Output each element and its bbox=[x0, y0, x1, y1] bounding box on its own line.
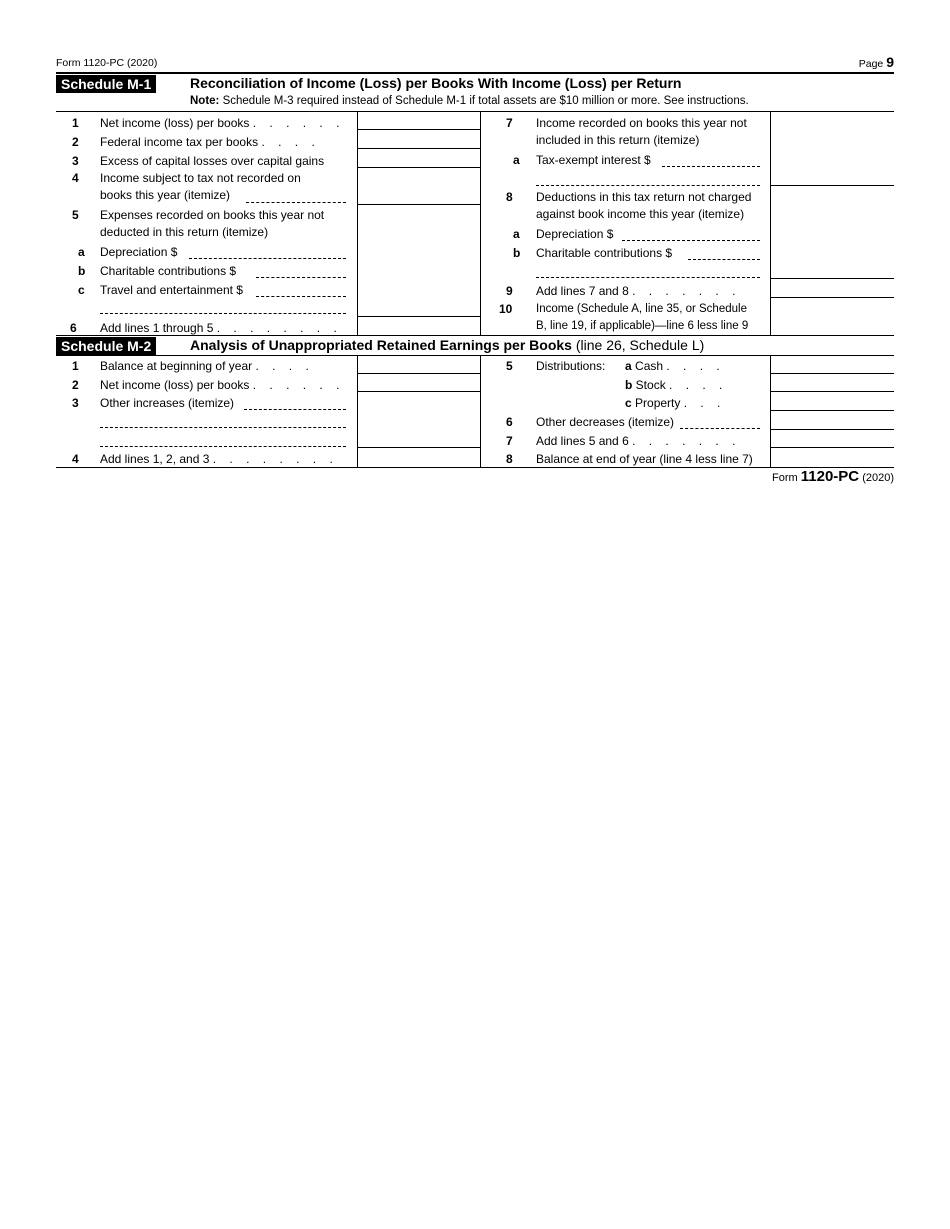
m2-line-6-label: Other decreases (itemize) bbox=[536, 415, 675, 429]
m1-line-8-extra-field[interactable] bbox=[536, 277, 760, 278]
schedule-m1-note: Note: Schedule M-3 required instead of Schedule M-1 if total assets are $10 million or more. See instructions. bbox=[190, 95, 749, 107]
page-number: Page 9 bbox=[858, 54, 894, 70]
m2-line-5c-label: c Property . . . bbox=[625, 396, 726, 410]
line-number: 3 bbox=[72, 154, 79, 168]
m1-line-10-label-1: Income (Schedule A, line 35, or Schedule bbox=[536, 303, 747, 315]
m1-line-5c-extra-field[interactable] bbox=[100, 313, 346, 314]
line-number: 6 bbox=[506, 415, 513, 429]
schedule-m2-tag: Schedule M-2 bbox=[56, 337, 156, 355]
schedule-m2-title: Analysis of Unappropriated Retained Earnings per Books (line 26, Schedule L) bbox=[190, 337, 705, 353]
m1-line-5a-label: Depreciation $ bbox=[100, 245, 178, 259]
m2-line-3-extra-field-2[interactable] bbox=[100, 446, 346, 447]
leader-dots: . . . . bbox=[666, 359, 725, 373]
line-number: 7 bbox=[506, 116, 513, 130]
m1-line-8-amount[interactable] bbox=[771, 186, 894, 278]
leader-dots: . . . . bbox=[669, 378, 728, 392]
m2-line-5b-label: b Stock . . . . bbox=[625, 378, 728, 392]
schedule-m1-header bbox=[56, 72, 894, 112]
m1-line-8a-field[interactable] bbox=[622, 240, 760, 241]
m2-line-5b-amount[interactable] bbox=[771, 374, 894, 391]
leader-dots: . . . . . . . . bbox=[216, 321, 342, 335]
m1-line-7-extra-field[interactable] bbox=[536, 185, 760, 186]
line-number: a bbox=[513, 153, 520, 167]
m1-line-2-amount[interactable] bbox=[357, 130, 481, 148]
m1-line-10-label-2: B, line 19, if applicable)—line 6 less line 9 bbox=[536, 320, 749, 332]
leader-dots: . . . bbox=[683, 396, 726, 410]
schedule-m1-title: Reconciliation of Income (Loss) per Books With Income (Loss) per Return bbox=[190, 75, 682, 91]
m2-line-5-label: Distributions: bbox=[536, 359, 606, 373]
m1-line-5-amount[interactable] bbox=[357, 205, 481, 316]
m2-line-2-label: Net income (loss) per books . . . . . . bbox=[100, 378, 345, 392]
leader-dots: . . . . . . . . bbox=[212, 452, 338, 466]
schedule-m2-header bbox=[56, 335, 894, 356]
line-number: 1 bbox=[72, 359, 79, 373]
line-number: 5 bbox=[72, 208, 79, 222]
leader-dots: . . . . . . bbox=[252, 378, 345, 392]
m1-line-5b-field[interactable] bbox=[256, 277, 346, 278]
m1-line-8-label-2: against book income this year (itemize) bbox=[536, 207, 745, 221]
m2-line-1-amount[interactable] bbox=[357, 356, 481, 373]
m2-line-2-amount[interactable] bbox=[357, 374, 481, 391]
m1-line-8b-field[interactable] bbox=[688, 259, 760, 260]
m2-line-4-amount[interactable] bbox=[357, 448, 481, 467]
m2-line-5a-amount[interactable] bbox=[771, 356, 894, 373]
leader-dots: . . . . bbox=[261, 135, 320, 149]
leader-dots: . . . . . . . bbox=[632, 284, 741, 298]
schedule-m1-tag: Schedule M-1 bbox=[56, 75, 156, 93]
line-number: 9 bbox=[506, 284, 513, 298]
m1-line-6-amount[interactable] bbox=[357, 317, 481, 335]
m1-line-7a-field[interactable] bbox=[662, 166, 760, 167]
page-footer: Form 1120-PC (2020) bbox=[772, 468, 894, 485]
m1-line-1-amount[interactable] bbox=[357, 112, 481, 129]
m1-line-8a-label: Depreciation $ bbox=[536, 227, 614, 241]
page-header bbox=[56, 54, 894, 72]
m1-line-8-label-1: Deductions in this tax return not charged bbox=[536, 190, 752, 204]
m1-line-7-label-2: included in this return (itemize) bbox=[536, 133, 700, 147]
line-number: 8 bbox=[506, 190, 513, 204]
m2-line-6-field[interactable] bbox=[680, 428, 760, 429]
m2-line-3-amount[interactable] bbox=[357, 392, 481, 447]
m1-line-3-amount[interactable] bbox=[357, 149, 481, 167]
m1-line-9-label: Add lines 7 and 8 . . . . . . . bbox=[536, 284, 741, 298]
line-number: 6 bbox=[70, 321, 77, 335]
m1-line-5a-field[interactable] bbox=[189, 258, 346, 259]
m1-line-1-label: Net income (loss) per books . . . . . . bbox=[100, 116, 345, 130]
form-id: Form 1120-PC (2020) bbox=[56, 57, 158, 69]
line-number: 8 bbox=[506, 452, 513, 466]
m2-line-3-field[interactable] bbox=[244, 409, 346, 410]
schedule-m1-body bbox=[56, 112, 894, 335]
m2-line-5c-amount[interactable] bbox=[771, 392, 894, 410]
m2-line-4-label: Add lines 1, 2, and 3 . . . . . . . . bbox=[100, 452, 338, 466]
m2-line-1-label: Balance at beginning of year . . . . bbox=[100, 359, 314, 373]
leader-dots: . . . . bbox=[255, 359, 314, 373]
m1-line-10-amount[interactable] bbox=[771, 298, 894, 335]
line-number: b bbox=[513, 246, 521, 260]
m1-line-5-label-2: deducted in this return (itemize) bbox=[100, 225, 269, 239]
m1-line-2-label: Federal income tax per books . . . . bbox=[100, 135, 320, 149]
line-number: 3 bbox=[72, 396, 79, 410]
leader-dots: . . . . . . . bbox=[632, 434, 741, 448]
form-page bbox=[56, 54, 894, 485]
leader-dots: . . . . . . bbox=[252, 116, 345, 130]
line-number: a bbox=[513, 227, 520, 241]
line-number: 2 bbox=[72, 135, 79, 149]
m1-line-7-amount[interactable] bbox=[771, 112, 894, 185]
line-number: a bbox=[78, 245, 85, 259]
line-number: 7 bbox=[506, 434, 513, 448]
line-number: 4 bbox=[72, 452, 79, 466]
m2-line-6-amount[interactable] bbox=[771, 411, 894, 429]
line-number: c bbox=[78, 283, 85, 297]
m1-line-6-label: Add lines 1 through 5 . . . . . . . . bbox=[100, 321, 342, 335]
m2-line-8-label: Balance at end of year (line 4 less line 7) bbox=[536, 452, 753, 466]
m1-line-4-amount[interactable] bbox=[357, 168, 481, 204]
m1-line-9-amount[interactable] bbox=[771, 279, 894, 297]
m2-line-7-label: Add lines 5 and 6 . . . . . . . bbox=[536, 434, 741, 448]
m1-line-5-label-1: Expenses recorded on books this year not bbox=[100, 208, 325, 222]
schedule-m2-body bbox=[56, 356, 894, 468]
m1-line-5c-label: Travel and entertainment $ bbox=[100, 283, 243, 297]
m1-line-7-label-1: Income recorded on books this year not bbox=[536, 116, 747, 130]
line-number: b bbox=[78, 264, 86, 278]
line-number: 2 bbox=[72, 378, 79, 392]
line-number: 5 bbox=[506, 359, 513, 373]
m2-line-7-amount[interactable] bbox=[771, 430, 894, 447]
m1-line-3-label: Excess of capital losses over capital gains bbox=[100, 154, 325, 168]
m1-line-4-label-1: Income subject to tax not recorded on bbox=[100, 171, 301, 185]
line-number: 1 bbox=[72, 116, 79, 130]
m1-line-7a-label: Tax-exempt interest $ bbox=[536, 153, 651, 167]
m1-line-8b-label: Charitable contributions $ bbox=[536, 246, 673, 260]
m2-line-3-extra-field-1[interactable] bbox=[100, 427, 346, 428]
m2-line-3-label: Other increases (itemize) bbox=[100, 396, 235, 410]
m2-line-5a-label: a Cash . . . . bbox=[625, 359, 725, 373]
m1-line-5c-field[interactable] bbox=[256, 296, 346, 297]
m1-line-4-label-2: books this year (itemize) bbox=[100, 188, 231, 202]
m2-line-8-amount[interactable] bbox=[771, 448, 894, 467]
line-number: 10 bbox=[499, 302, 513, 316]
m1-line-4-itemize-field[interactable] bbox=[246, 202, 346, 203]
line-number: 4 bbox=[72, 171, 79, 185]
m1-line-5b-label: Charitable contributions $ bbox=[100, 264, 237, 278]
